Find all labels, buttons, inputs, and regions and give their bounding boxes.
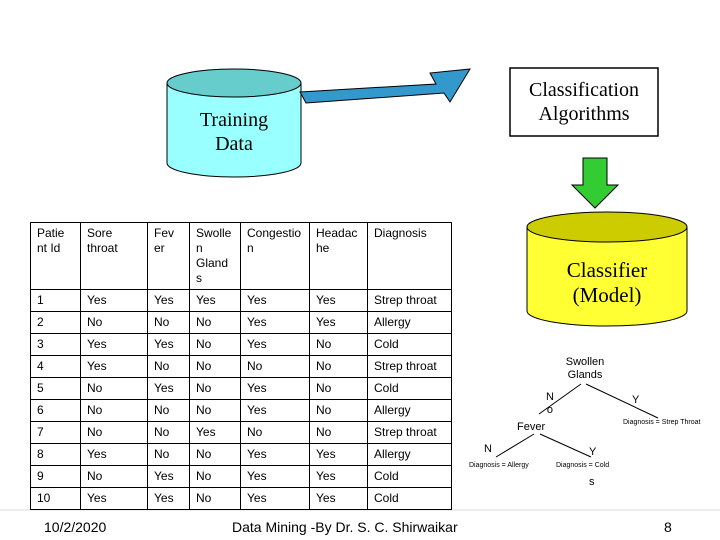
tree-branch-no-1-letter2: o [546,404,554,416]
table-cell: 5 [31,378,81,400]
tree-branch-yes-2-suffix: s [589,476,595,488]
table-cell: No [148,422,190,444]
table-cell: 3 [31,334,81,356]
table-cell: Yes [81,356,148,378]
table-row [31,488,452,510]
tree-root-line2: Glands [567,369,603,381]
table-header-text: Congestio [247,226,302,240]
table-cell: No [190,400,241,422]
table-cell: 2 [31,312,81,334]
table-header-text: Swolle [196,226,232,240]
table-cell: No [190,356,241,378]
table-cell: No [190,334,241,356]
table-header-text: Sore [87,226,113,240]
table-cell: Yes [148,334,190,356]
table-cell: Yes [148,378,190,400]
table-cell: No [81,400,148,422]
tree-root-swollen-glands [560,356,610,382]
training-data-table [30,222,452,510]
table-cell: No [81,422,148,444]
table-cell: Cold [368,378,452,400]
table-cell: No [81,312,148,334]
tree-branch-no-1 [546,391,554,417]
table-cell: Yes [241,334,310,356]
table-cell: Allergy [368,400,452,422]
tree-branch-no-1-letter1: N [546,391,554,403]
table-cell: No [310,378,368,400]
table-cell: 6 [31,400,81,422]
table-cell: No [310,356,368,378]
algorithms-label [510,78,658,126]
tree-leaf-strep-throat: Diagnosis = Strep Throat [623,419,701,426]
table-cell: No [310,422,368,444]
table-header-text: Gland [196,256,229,270]
table-cell: No [148,400,190,422]
table-cell: 4 [31,356,81,378]
algorithms-label-line1: Classification [529,79,639,101]
table-row [31,378,452,400]
table-cell: Allergy [368,312,452,334]
table-row [31,312,452,334]
table-cell: No [190,378,241,400]
tree-branch-no-2: N [484,443,492,455]
table-cell: Yes [190,290,241,312]
table-cell: No [190,466,241,488]
table-header-cell [190,223,241,290]
table-header-cell [81,223,148,290]
table-header-text: Diagnosis [374,226,427,240]
table-header-cell [310,223,368,290]
table-cell: Yes [241,312,310,334]
table-cell: No [190,312,241,334]
table-header-text: nt Id [37,241,61,255]
table-cell: Yes [241,378,310,400]
classifier-label-line2: (Model) [572,283,642,308]
tree-root-line1: Swollen [565,356,605,368]
table-row [31,400,452,422]
table-cell: Yes [241,400,310,422]
table-cell: Yes [241,466,310,488]
table-cell: Yes [81,334,148,356]
classifier-label [527,258,687,308]
flow-arrow-down [572,158,618,208]
algorithms-label-line2: Algorithms [538,103,630,125]
footer-page-number: 8 [664,519,672,535]
training-label-line2: Data [215,133,253,155]
table-cell: Yes [81,290,148,312]
table-cell: Strep throat [368,356,452,378]
table-cell: Yes [310,488,368,510]
table-cell: No [310,400,368,422]
table-row [31,290,452,312]
table-header-text: throat [87,241,118,255]
table-cell: Cold [368,334,452,356]
table-cell: No [310,334,368,356]
table-cell: Strep throat [368,422,452,444]
table-header-text: Patie [37,226,65,240]
table-cell: No [190,488,241,510]
table-cell: No [81,378,148,400]
tree-branch-yes-2: Y [589,446,597,458]
table-cell: Yes [190,422,241,444]
table-header-text: s [196,271,202,285]
table-cell: 9 [31,466,81,488]
table-cell: No [148,312,190,334]
table-cell: Yes [241,290,310,312]
table-header-text: Fev [154,226,175,240]
classifier-label-line1: Classifier [566,258,648,282]
table-cell: No [190,444,241,466]
table-cell: Yes [241,444,310,466]
table-cell: 1 [31,290,81,312]
table-cell: Yes [310,444,368,466]
table-header-cell [241,223,310,290]
tree-leaf-allergy: Diagnosis = Allergy [469,462,529,469]
tree-leaf-cold: Diagnosis = Cold [556,462,610,469]
table-cell: Yes [310,466,368,488]
footer-title: Data Mining -By Dr. S. C. Shirwaikar [232,519,458,535]
tree-branch-yes-1: Y [632,394,640,406]
table-row [31,422,452,444]
table-cell: No [81,466,148,488]
table-cell: Yes [310,312,368,334]
table-header-cell [368,223,452,290]
tree-node-fever: Fever [517,421,546,433]
training-data-label [167,108,301,156]
table-cell: No [241,356,310,378]
table-cell: Strep throat [368,290,452,312]
table-header-cell [148,223,190,290]
table-row [31,466,452,488]
table-header-cell [31,223,81,290]
table-cell: Cold [368,466,452,488]
table-header-text: n [247,241,254,255]
footer-date: 10/2/2020 [44,519,107,535]
table-cell: 7 [31,422,81,444]
table-cell: Yes [148,290,190,312]
flow-arrow-diagonal [300,69,470,103]
table-header-text: Headac [316,226,358,240]
table-cell: Yes [241,488,310,510]
table-cell: Allergy [368,444,452,466]
table-cell: No [241,422,310,444]
table-row [31,356,452,378]
table-row [31,334,452,356]
table-cell: No [148,356,190,378]
table-header-row [31,223,452,290]
table-cell: No [148,444,190,466]
table-cell: Yes [310,290,368,312]
table-cell: Cold [368,488,452,510]
table-header-text: n [196,241,203,255]
training-label-line1: Training [199,109,269,131]
table-header-text: he [316,241,330,255]
table-cell: Yes [148,466,190,488]
table-cell: 8 [31,444,81,466]
table-cell: Yes [148,488,190,510]
table-row [31,444,452,466]
table-cell: Yes [81,444,148,466]
table-cell: 10 [31,488,81,510]
table-header-text: er [154,241,165,255]
table-cell: Yes [81,488,148,510]
